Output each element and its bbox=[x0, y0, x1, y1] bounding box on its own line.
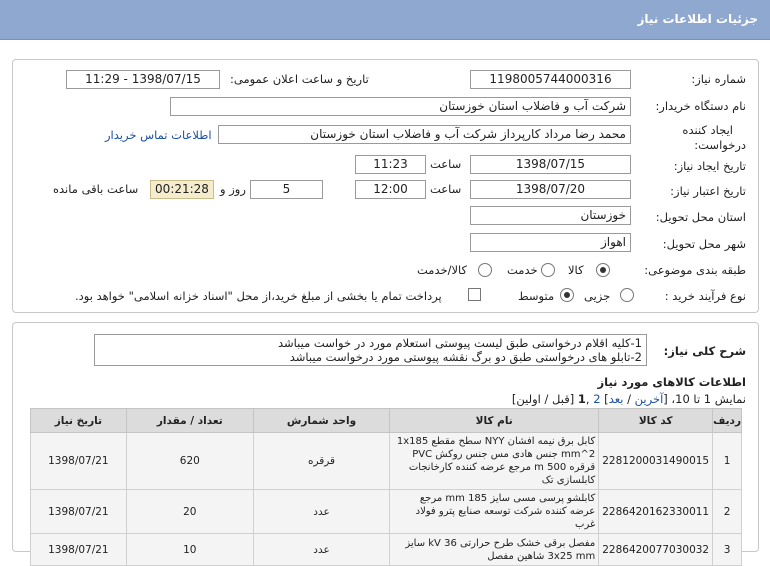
valid-time-field: 12:00 bbox=[355, 180, 426, 199]
days-label: روز و bbox=[220, 182, 246, 196]
cell-unit: قرقره bbox=[253, 433, 389, 490]
process-medium-label: متوسط bbox=[518, 289, 555, 303]
province-label: استان محل تحویل: bbox=[655, 210, 746, 224]
pagination-page-2-link[interactable]: 2 bbox=[593, 392, 601, 406]
created-date-field: 1398/07/15 bbox=[470, 155, 631, 174]
cell-name: مفصل برقی خشک طرح حرارتی 36 kV سایز 3x25 mm شاهین مفصل bbox=[390, 534, 599, 566]
remaining-days-field: 5 bbox=[250, 180, 323, 199]
col-header-unit: واحد شمارش bbox=[253, 409, 389, 433]
cell-row-number: 3 bbox=[713, 534, 742, 566]
remaining-label: ساعت باقی مانده bbox=[53, 182, 139, 196]
announce-datetime-field: 1398/07/15 - 11:29 bbox=[66, 70, 220, 89]
buyer-field: شرکت آب و فاضلاب استان خوزستان bbox=[170, 97, 631, 116]
creator-label-2: درخواست: bbox=[694, 138, 746, 152]
cell-code: 2281200031490015 bbox=[599, 433, 713, 490]
page-title: جزئیات اطلاعات نیاز bbox=[637, 12, 758, 26]
category-service-label: خدمت bbox=[507, 263, 538, 277]
cell-name: کابل برق نیمه افشان NYY سطح مقطع 1x185 mm^2 جنس هادی مس جنس روکش PVC قرقره 500 m مرجع عرضه کننده کارخانجات کابلسازی تک bbox=[390, 433, 599, 490]
process-medium-radio[interactable] bbox=[560, 288, 574, 302]
cell-unit: عدد bbox=[253, 490, 389, 534]
cell-date: 1398/07/21 bbox=[31, 490, 127, 534]
process-minor-radio[interactable] bbox=[620, 288, 634, 302]
remaining-time-field: 00:21:28 bbox=[150, 180, 214, 199]
cell-row-number: 1 bbox=[713, 433, 742, 490]
cell-quantity: 620 bbox=[126, 433, 253, 490]
col-header-row-number: ردیف bbox=[713, 409, 742, 433]
buyer-label: نام دستگاه خریدار: bbox=[655, 99, 746, 113]
pagination-current-page: 1 bbox=[577, 392, 586, 406]
pagination: نمایش 1 تا 10، [آخرین / بعد] 2 ,1 [قبل / اولین] bbox=[511, 392, 746, 406]
description-label: شرح کلی نیاز: bbox=[663, 344, 746, 358]
table-row[interactable] bbox=[31, 534, 742, 566]
cell-quantity: 10 bbox=[126, 534, 253, 566]
category-label: طبقه بندی موضوعی: bbox=[644, 263, 746, 277]
created-time-field: 11:23 bbox=[355, 155, 426, 174]
table-header-row bbox=[31, 409, 742, 433]
goods-table bbox=[30, 408, 742, 566]
description-line-1: 1-کلیه اقلام درخواستی طبق لیست پیوستی استعلام مورد در خواست میباشد bbox=[277, 336, 642, 350]
goods-section-title: اطلاعات کالاهای مورد نیاز bbox=[597, 375, 746, 389]
need-number-field: 1198005744000316 bbox=[470, 70, 631, 89]
description-field bbox=[94, 334, 647, 366]
process-minor-label: جزیی bbox=[584, 289, 611, 303]
province-field: خوزستان bbox=[470, 206, 631, 225]
city-field: اهواز bbox=[470, 233, 631, 252]
treasury-payment-checkbox[interactable] bbox=[468, 288, 481, 301]
col-header-name: نام کالا bbox=[390, 409, 599, 433]
need-number-label: شماره نیاز: bbox=[691, 72, 746, 86]
valid-date-field: 1398/07/20 bbox=[470, 180, 631, 199]
description-line-2: 2-تابلو های درخواستی طبق دو برگ نقشه پیوستی مورد درخواست میباشد bbox=[289, 350, 642, 364]
col-header-quantity: تعداد / مقدار bbox=[126, 409, 253, 433]
category-goods-service-radio[interactable] bbox=[478, 263, 492, 277]
category-goods-label: کالا bbox=[568, 263, 584, 277]
cell-code: 2286420162330011 bbox=[599, 490, 713, 534]
cell-name: کابلشو پرسی مسی سایز 185 mm مرجع عرضه کننده شرکت توسعه صنایع پترو فولاد غرب bbox=[390, 490, 599, 534]
category-service-radio[interactable] bbox=[541, 263, 555, 277]
category-goods-radio[interactable] bbox=[596, 263, 610, 277]
valid-time-label: ساعت bbox=[430, 182, 462, 196]
cell-unit: عدد bbox=[253, 534, 389, 566]
category-goods-service-label: کالا/خدمت bbox=[417, 263, 468, 277]
announce-label: تاریخ و ساعت اعلان عمومی: bbox=[230, 72, 369, 86]
cell-date: 1398/07/21 bbox=[31, 534, 127, 566]
process-label: نوع فرآیند خرید : bbox=[664, 289, 746, 303]
cell-code: 2286420077030032 bbox=[599, 534, 713, 566]
pagination-last-link[interactable]: آخرین bbox=[634, 392, 664, 406]
col-header-date: تاریخ نیاز bbox=[31, 409, 127, 433]
creator-label: ایجاد کننده bbox=[682, 123, 733, 137]
cell-row-number: 2 bbox=[713, 490, 742, 534]
need-description-panel bbox=[12, 322, 759, 562]
pagination-next-link[interactable]: بعد bbox=[608, 392, 624, 406]
col-header-code: کد کالا bbox=[599, 409, 713, 433]
creator-field: محمد رضا مرداد کارپرداز شرکت آب و فاضلاب استان خوزستان bbox=[218, 125, 631, 144]
page-header bbox=[0, 0, 770, 40]
table-row[interactable] bbox=[31, 490, 742, 534]
created-time-label: ساعت bbox=[430, 157, 462, 171]
city-label: شهر محل تحویل: bbox=[662, 237, 746, 251]
table-row[interactable] bbox=[31, 433, 742, 490]
need-details-panel bbox=[12, 59, 759, 313]
cell-quantity: 20 bbox=[126, 490, 253, 534]
valid-date-label: تاریخ اعتبار نیاز: bbox=[670, 184, 746, 198]
buyer-contact-link[interactable]: اطلاعات تماس خریدار bbox=[105, 128, 212, 142]
cell-date: 1398/07/21 bbox=[31, 433, 127, 490]
treasury-payment-text: پرداخت تمام یا بخشی از مبلغ خرید،از محل "اسناد خزانه اسلامی" خواهد بود. bbox=[75, 289, 442, 303]
created-date-label: تاریخ ایجاد نیاز: bbox=[673, 159, 746, 173]
